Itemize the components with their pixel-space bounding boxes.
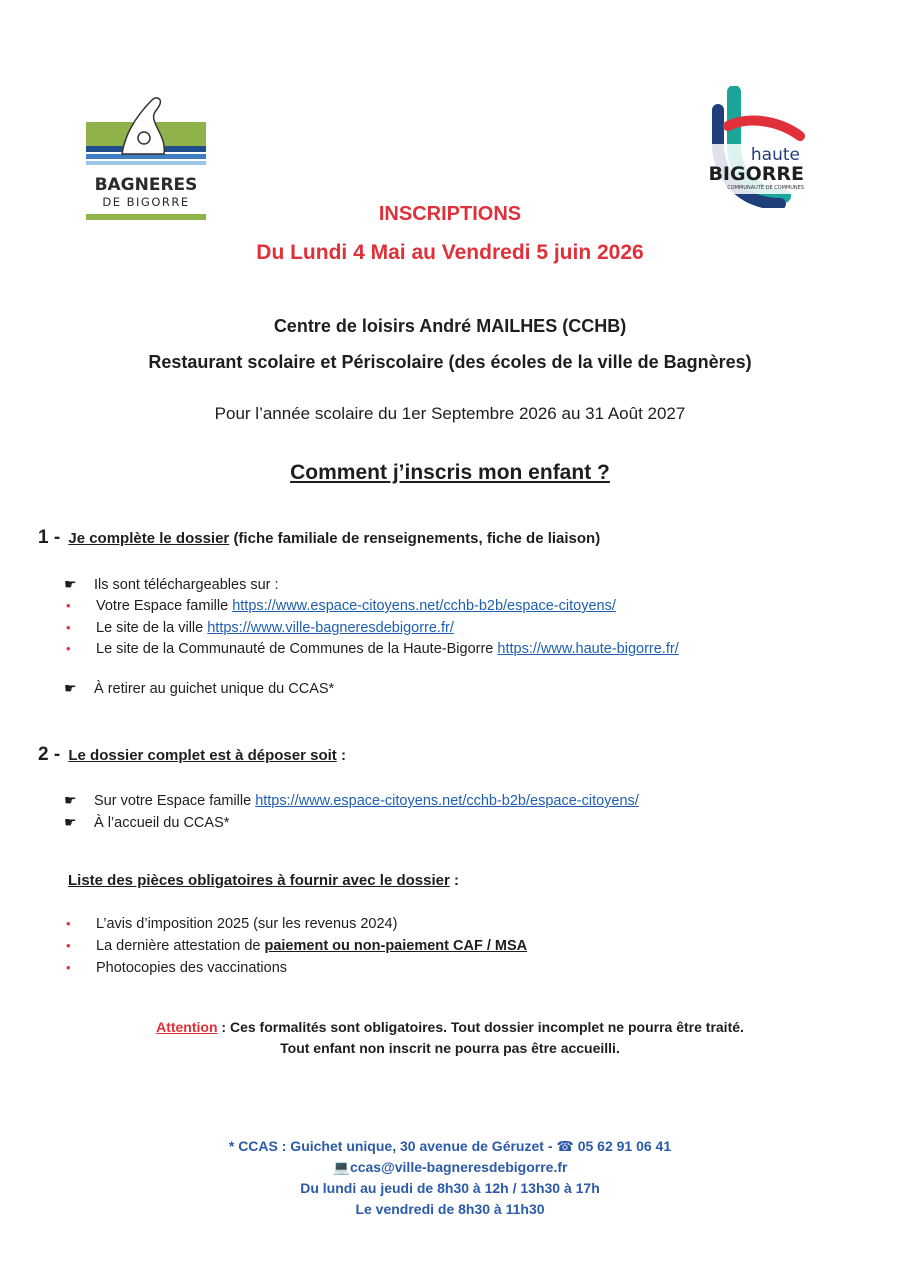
step-label: Je complète le dossier	[68, 530, 230, 547]
pointing-hand-icon: ☛	[64, 814, 77, 830]
bullet-icon: •	[66, 938, 71, 953]
list-item	[64, 958, 287, 978]
step-number: 1 -	[38, 527, 61, 548]
ccas-phone[interactable]: 05 62 91 06 41	[577, 1138, 672, 1154]
inscriptions-title: INSCRIPTIONS	[378, 203, 522, 225]
pieces-suffix: :	[449, 872, 459, 889]
list-item	[64, 790, 639, 811]
pieces-list-heading	[68, 872, 459, 889]
how-to-register-heading: Comment j’inscris mon enfant ?	[290, 461, 610, 484]
opening-hours-weekdays: Du lundi au jeudi de 8h30 à 12h / 13h30 à 17h	[300, 1180, 600, 1196]
list-item	[64, 812, 229, 833]
phone-icon: ☎	[556, 1138, 578, 1154]
restaurant-scolaire-title: Restaurant scolaire et Périscolaire (des écoles de la ville de Bagnères)	[148, 352, 752, 372]
list-item	[64, 618, 454, 638]
pointing-hand-icon: ☛	[64, 680, 77, 696]
computer-icon: 💻	[332, 1159, 350, 1175]
item-text: À retirer au guichet unique du CCAS*	[94, 681, 335, 697]
item-text: Le site de la Communauté de Communes de la Haute-Bigorre	[96, 641, 498, 657]
item-text: Photocopies des vaccinations	[96, 960, 288, 976]
svg-text:COMMUNAUTÉ DE COMMUNES: COMMUNAUTÉ DE COMMUNES	[727, 185, 804, 191]
attention-label: Attention	[156, 1019, 218, 1035]
step-detail: (fiche familiale de renseignements, fiche de liaison)	[233, 530, 601, 547]
ccas-email[interactable]: ccas@ville-bagneresdebigorre.fr	[349, 1159, 568, 1175]
svg-text:BAGNERES: BAGNERES	[94, 175, 198, 195]
item-text: Sur votre Espace famille	[94, 793, 256, 809]
attention-line-1: : Ces formalités sont obligatoires. Tout dossier incomplet ne pourra être traité.	[217, 1019, 744, 1035]
item-text: Le site de la ville	[96, 620, 208, 636]
espace-famille-link[interactable]: https://www.espace-citoyens.net/cchb-b2b/espace-citoyens/	[255, 793, 639, 809]
item-text: La dernière attestation de	[96, 938, 265, 954]
ville-site-link[interactable]: https://www.ville-bagneresdebigorre.fr/	[207, 620, 454, 636]
step-1-heading	[38, 527, 600, 549]
inscription-dates: Du Lundi 4 Mai au Vendredi 5 juin 2026	[256, 241, 644, 264]
haute-bigorre-link[interactable]: https://www.haute-bigorre.fr/	[497, 641, 679, 657]
pieces-title: Liste des pièces obligatoires à fournir avec le dossier	[68, 872, 450, 889]
pointing-hand-icon: ☛	[64, 576, 77, 592]
ccas-address: * CCAS : Guichet unique, 30 avenue de Géruzet -	[228, 1138, 557, 1154]
svg-text:haute: haute	[750, 145, 800, 165]
list-item	[64, 678, 334, 699]
step-label: Le dossier complet est à déposer soit	[68, 747, 337, 764]
bullet-icon: •	[66, 641, 71, 656]
item-text: L’avis d’imposition 2025 (sur les revenus 2024)	[96, 916, 398, 932]
bullet-icon: •	[66, 960, 71, 975]
svg-text:DE BIGORRE: DE BIGORRE	[102, 195, 190, 209]
svg-text:BIGORRE: BIGORRE	[708, 163, 804, 185]
centre-loisirs-title: Centre de loisirs André MAILHES (CCHB)	[273, 316, 627, 336]
haute-bigorre-logo	[688, 86, 810, 208]
list-item	[64, 639, 679, 659]
espace-famille-link[interactable]: https://www.espace-citoyens.net/cchb-b2b/espace-citoyens/	[232, 598, 616, 614]
item-text: À l’accueil du CCAS*	[94, 815, 230, 831]
item-text: Ils sont téléchargeables sur :	[94, 577, 279, 593]
attention-line-2: Tout enfant non inscrit ne pourra pas être accueilli.	[280, 1040, 620, 1056]
item-text: Votre Espace famille	[96, 598, 233, 614]
pointing-hand-icon: ☛	[64, 792, 77, 808]
step-2-heading	[38, 744, 346, 766]
list-item	[64, 914, 397, 934]
bullet-icon: •	[66, 598, 71, 613]
opening-hours-friday: Le vendredi de 8h30 à 11h30	[355, 1201, 545, 1217]
ccas-contact-footer	[0, 1136, 900, 1220]
annee-scolaire: Pour l’année scolaire du 1er Septembre 2026 au 31 Août 2027	[214, 404, 686, 423]
list-item	[64, 596, 616, 616]
bullet-icon: •	[66, 916, 71, 931]
list-item	[64, 936, 527, 956]
attention-notice	[0, 1017, 900, 1059]
step-number: 2 -	[38, 744, 61, 765]
bullet-icon: •	[66, 620, 71, 635]
list-item	[64, 574, 279, 595]
step-suffix: :	[336, 747, 346, 764]
item-bold-text: paiement ou non-paiement CAF / MSA	[264, 938, 528, 954]
